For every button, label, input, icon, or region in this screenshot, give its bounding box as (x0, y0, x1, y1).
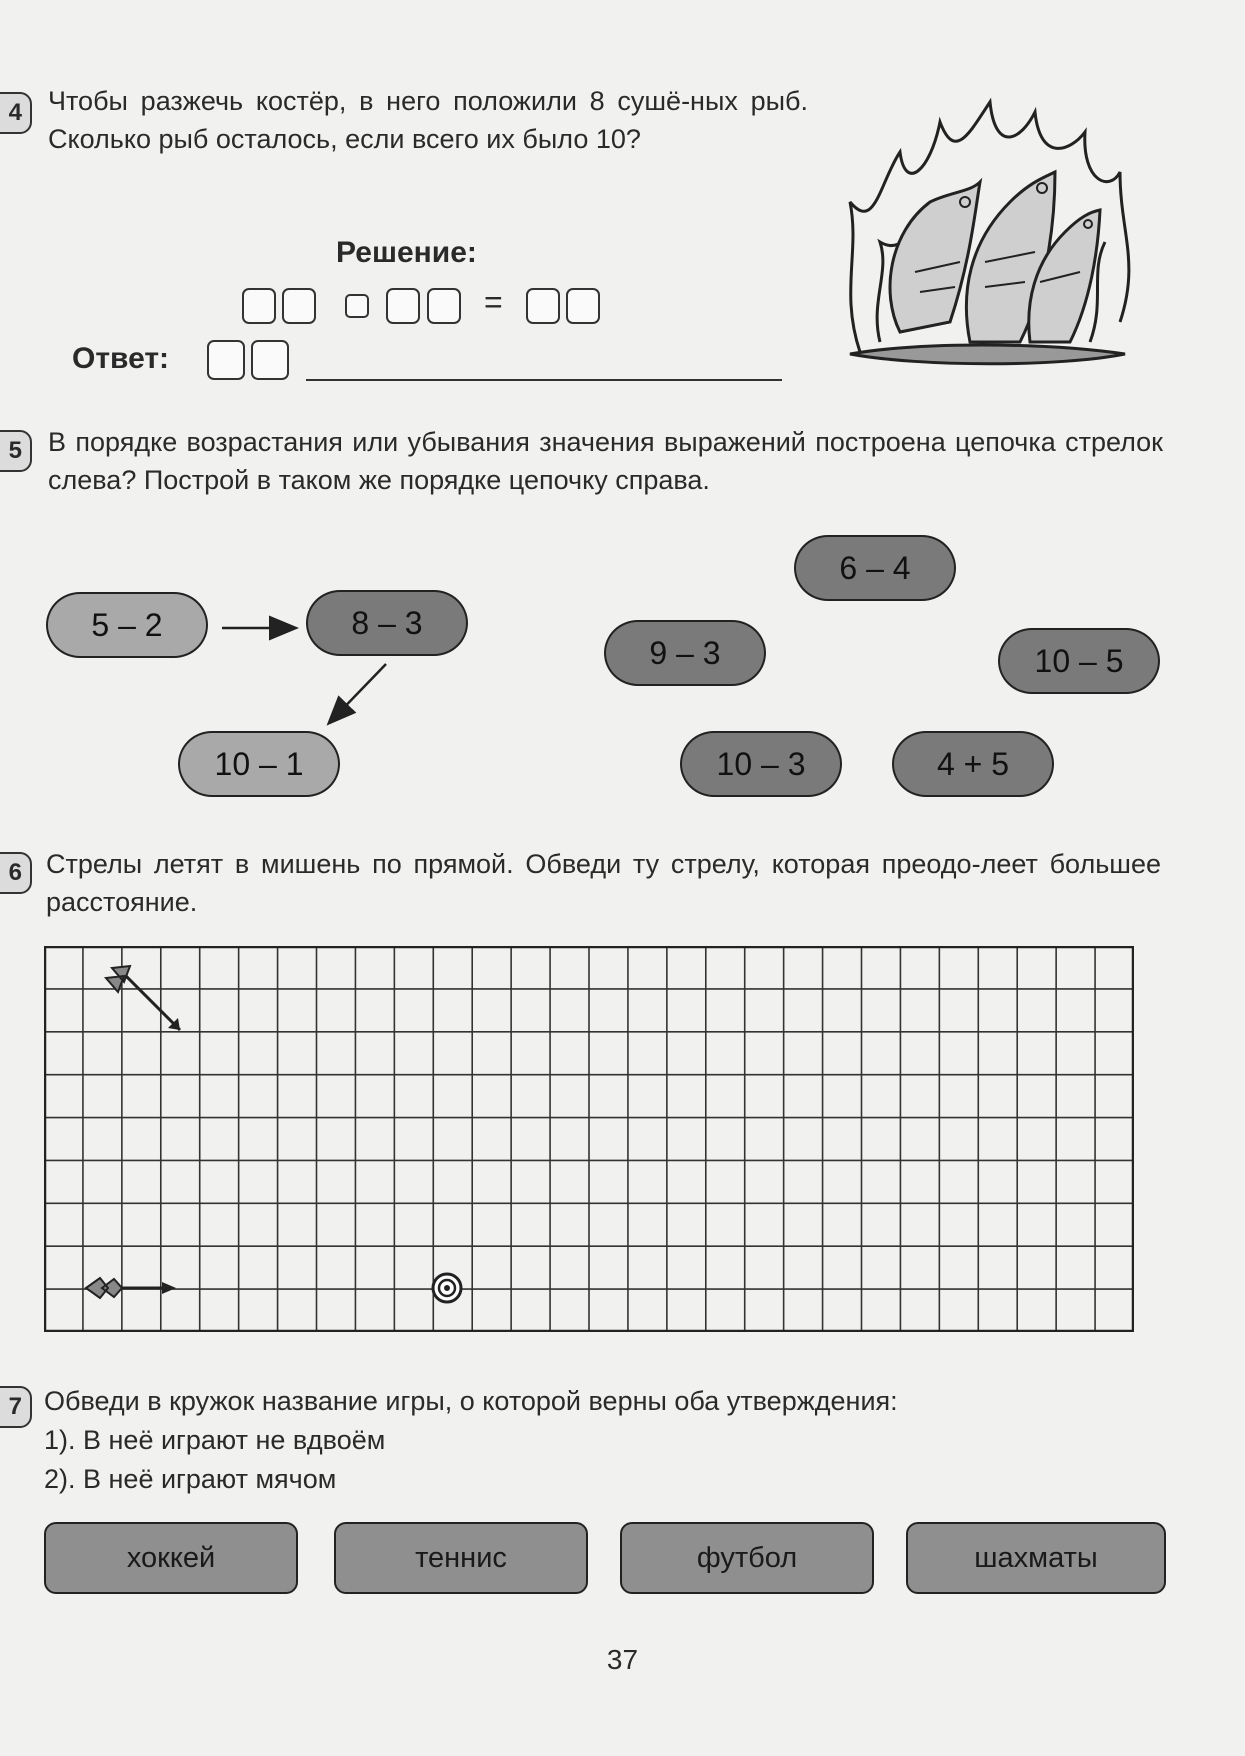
answer-line[interactable] (306, 379, 782, 381)
result-box-b[interactable] (566, 288, 600, 324)
task-number-4: 4 (0, 92, 32, 134)
game-option-chess[interactable]: шахматы (906, 1522, 1166, 1594)
right-expression-10-3[interactable]: 10 – 3 (680, 731, 842, 797)
right-expression-6-4[interactable]: 6 – 4 (794, 535, 956, 601)
equals-sign: = (484, 284, 503, 320)
left-chain-expression-2: 8 – 3 (306, 590, 468, 656)
result-box-a[interactable] (526, 288, 560, 324)
solution-box-1b[interactable] (282, 288, 316, 324)
task6-text: Стрелы летят в мишень по прямой. Обведи ту стрелу, которая преодо-леет большее расстояние. (46, 849, 1161, 917)
diagonal-arrow[interactable] (106, 966, 180, 1030)
arrow-grid (44, 946, 1134, 1332)
task-number-5: 5 (0, 430, 32, 472)
horizontal-arrow[interactable] (86, 1278, 176, 1298)
solution-box-2a[interactable] (386, 288, 420, 324)
task5-text: В порядке возрастания или убывания значения выражений построена цепочка стрелок слева? Построй в таком же порядке цепочку справа. (48, 427, 1163, 495)
task-number-6: 6 (0, 852, 32, 894)
fish-fire-illustration (820, 92, 1150, 372)
arrow-down-left (330, 664, 386, 722)
task4-text: Чтобы разжечь костёр, в него положили 8 сушё-ных рыб. Сколько рыб осталось, если всего их было 10? (48, 86, 808, 154)
solution-box-2b[interactable] (427, 288, 461, 324)
left-chain-expression-3: 10 – 1 (178, 731, 340, 797)
answer-label: Ответ: (72, 342, 170, 375)
statement-2: 2). В неё играют мячом (44, 1464, 337, 1494)
left-chain-expression-1: 5 – 2 (46, 592, 208, 658)
game-option-football[interactable]: футбол (620, 1522, 874, 1594)
game-option-tennis[interactable]: теннис (334, 1522, 588, 1594)
answer-box-b[interactable] (251, 340, 289, 380)
target-icon (433, 1274, 461, 1302)
task-number-7: 7 (0, 1386, 32, 1428)
statement-1: 1). В неё играют не вдвоём (44, 1425, 386, 1455)
answer-box-a[interactable] (207, 340, 245, 380)
game-option-hockey[interactable]: хоккей (44, 1522, 298, 1594)
page-number: 37 (606, 1644, 639, 1675)
solution-label: Решение: (336, 236, 477, 269)
task7-text: Обведи в кружок название игры, о которой верны оба утверждения: (44, 1386, 898, 1416)
operation-box[interactable] (345, 294, 369, 318)
right-expression-4-5[interactable]: 4 + 5 (892, 731, 1054, 797)
right-expression-9-3[interactable]: 9 – 3 (604, 620, 766, 686)
right-expression-10-5[interactable]: 10 – 5 (998, 628, 1160, 694)
solution-box-1a[interactable] (242, 288, 276, 324)
